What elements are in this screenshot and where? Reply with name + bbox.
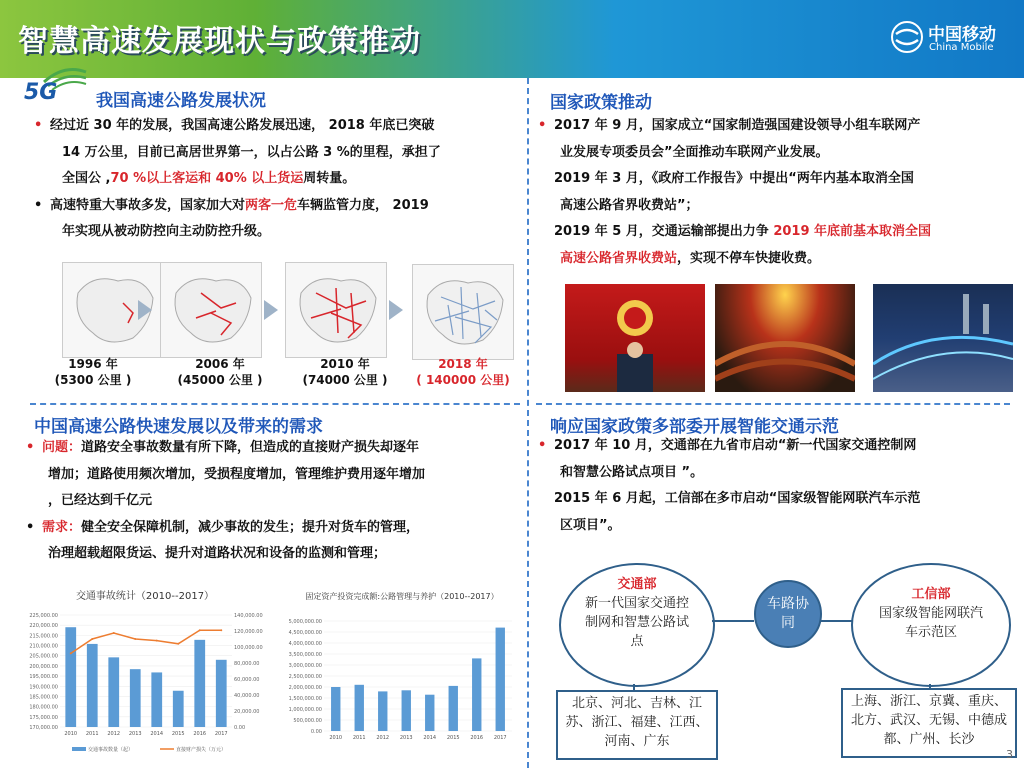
map-2018 [412,264,514,360]
y-tick-label: 190,000.00 [29,684,58,691]
property-loss-point [220,629,222,631]
property-loss-point [156,640,158,642]
section-title-demonstration: 响应国家政策多部委开展智能交通示范 [550,417,839,437]
y2-tick-label: 0.00 [234,725,246,731]
accident-statistics-chart [20,585,270,763]
bullet-text: 治理超载超限货运、提升对道路状况和设备的监测和管理； [48,546,387,561]
map-year: 1996 年 [68,357,118,371]
bullet-text: 和智慧公路试点项目 ”。 [560,464,704,480]
x-tick-label: 2013 [128,731,142,737]
x-tick-label: 2012 [107,731,121,737]
5g-logo-text: 5G [24,80,58,105]
y-tick-label: 3,500,000.00 [288,652,322,658]
bullet-text: 业发展专项委员会”全面推动车联网产业发展。 [560,144,829,160]
y-tick-label: 210,000.00 [29,643,58,650]
accident-count-bar [108,657,119,727]
bullet-text: ，实现不停车快捷收费。 [677,250,821,266]
highway-status-bullets [30,113,525,246]
bullet-continuation [22,462,527,489]
bullet-continuation [30,219,525,246]
y-tick-label: 5,000,000.00 [288,619,322,625]
map-year: 2006 年 [195,357,245,371]
x-tick-label: 2017 [214,731,228,737]
bullet-highway-growth [30,113,525,140]
y-tick-label: 2,500,000.00 [288,674,322,680]
x-tick-label: 2017 [493,735,507,741]
x-tick-label: 2014 [423,735,437,741]
section-title-policy: 国家政策推动 [550,93,652,113]
miit-ellipse [851,563,1011,687]
brand-name-en: China Mobile [929,42,994,53]
demonstration-bullets [534,433,1014,539]
bullet-continuation [534,513,1014,540]
x-tick-label: 2016 [470,735,484,741]
bullet-continuation [22,488,527,515]
bullet-text: 年实现从被动防控向主动防控升级。 [62,224,271,239]
page-number: 3 [1006,748,1013,761]
problem-label: 问题： [42,440,82,455]
bullet-policy-2019-03 [534,166,1014,193]
y2-tick-label: 60,000.00 [234,677,260,683]
miit-label: 工信部 [911,587,951,602]
photo-smart-highway [873,284,1013,392]
y-tick-label: 4,000,000.00 [288,641,322,647]
accident-count-bar [194,640,205,727]
property-loss-point [70,652,72,654]
bullet-text: 2015 年 6 月起，工信部在多市启动“国家级智能网联汽车示范 [554,491,921,506]
bullet-text: 2019 年 5 月，交通运输部提出力争 [554,224,774,239]
horizontal-divider-left [30,403,520,405]
bullet-problem [22,435,527,462]
bullet-text: 健全安全保障机制，减少事故的发生；提升对货车的管理， [81,519,420,535]
5g-logo [24,66,88,106]
map-2006 [160,262,262,358]
bullet-text: 区项目”。 [560,517,621,533]
accident-count-bar [65,627,76,727]
x-tick-label: 2011 [85,731,99,737]
legend-swatch-accident [72,747,86,751]
bullet-policy-2017 [534,113,1014,140]
y-tick-label: 180,000.00 [29,704,58,711]
investment-chart [282,585,522,763]
y2-tick-label: 80,000.00 [234,661,260,667]
transport-ministry-ellipse [559,563,715,687]
y2-tick-label: 140,000.00 [234,613,263,619]
need-label: 需求： [42,519,82,535]
connector-left [712,620,754,622]
miit-desc: 国家级智能网联汽车示范区 [879,606,984,640]
bullet-text: 2017 年 10 月，交通部在九省市启动“新一代国家交通控制网 [554,438,917,453]
property-loss-point [199,629,201,631]
x-tick-label: 2016 [193,731,207,737]
highlight-text: 70 %以上客运和 40% 以上货运 [110,171,304,186]
y-tick-label: 195,000.00 [29,674,58,681]
investment-bar [449,686,458,731]
investment-bar [472,658,481,731]
bullet-text: 车辆监管力度， 2019 [297,197,429,213]
x-tick-label: 2013 [399,735,413,741]
investment-bar [496,628,505,731]
bullet-continuation [534,460,1014,487]
property-loss-point [177,643,179,645]
investment-bar [425,695,434,731]
vehicle-road-cooperation-label: 车路协同 [767,596,809,631]
arrow-right-icon [264,300,278,320]
accident-count-bar [216,660,227,727]
map-length: ( 140000 公里) [416,373,510,387]
photo-great-hall [715,284,855,392]
map-year: 2018 年 [438,357,488,371]
y2-tick-label: 20,000.00 [234,709,260,715]
y-tick-label: 0.00 [310,729,322,735]
map-label-2018 [408,356,518,388]
accident-count-bar [151,672,162,727]
y-tick-label: 225,000.00 [29,613,58,619]
policy-bullets [534,113,1014,272]
y-tick-label: 170,000.00 [29,725,58,731]
bullet-need [22,515,527,542]
legend-label-loss: 直接财产损失（万元） [176,747,227,753]
accident-count-bar [130,669,141,727]
arrow-right-icon [389,300,403,320]
x-tick-label: 2012 [376,735,390,741]
map-label-2010 [290,356,400,388]
investment-bar [355,685,364,731]
y-tick-label: 200,000.00 [29,663,58,670]
y-tick-label: 1,000,000.00 [288,707,322,713]
y-tick-label: 500,000.00 [293,718,322,724]
investment-bar [402,690,411,731]
map-length: (5300 公里 ) [54,373,132,387]
map-label-2006 [165,356,275,388]
y2-tick-label: 120,000.00 [234,629,263,635]
accident-count-bar [173,691,184,727]
bullet-text: 2019 年 3 月，《政府工作报告》中提出“两年内基本取消全国 [554,171,914,186]
y-tick-label: 2,000,000.00 [288,685,322,691]
bullet-continuation [534,193,1014,220]
section-title-demand: 中国高速公路快速发展以及带来的需求 [34,417,323,437]
bullet-continuation [22,541,527,568]
bullet-text: ，已经达到千亿元 [48,493,153,508]
y-tick-label: 1,500,000.00 [288,696,322,702]
bullet-text: 14 万公里，目前已高居世界第一，以占公路 3 %的里程，承担了 [62,144,441,160]
transport-ministry-desc: 新一代国家交通控制网和智慧公路试点 [585,596,690,649]
y-tick-label: 205,000.00 [29,653,58,660]
legend-label-accident: 交通事故数量（起） [88,747,134,753]
brand-name-cn: 中国移动 [928,25,996,45]
x-tick-label: 2015 [171,731,185,737]
connector-right [820,620,852,622]
bullet-continuation [30,140,525,167]
bullet-accident-supervision [30,193,525,220]
chart-title: 交通事故统计（2010--2017） [75,591,215,602]
bullet-text: 高速特重大事故多发，国家加大对 [50,197,246,213]
y-tick-label: 4,500,000.00 [288,630,322,636]
bullet-text: 高速公路省界收费站”； [560,197,699,213]
bullet-text: 经过近 30 年的发展，我国高速公路发展迅速， 2018 年底已突破 [50,118,435,133]
x-tick-label: 2014 [150,731,164,737]
highlight-text: 2019 年底前基本取消全国 [773,224,932,239]
bullet-continuation [30,166,525,193]
accident-chart-svg [20,585,270,763]
section-title-highway-status: 我国高速公路发展状况 [96,91,266,111]
miit-pilot-cities-box [841,688,1017,758]
y-tick-label: 220,000.00 [29,623,58,630]
arrow-right-icon [138,300,152,320]
property-loss-point [134,638,136,640]
bullet-policy-2019-05 [534,219,1014,246]
transport-pilot-cities: 北京、河北、吉林、江苏、浙江、福建、江西、河南、广东 [565,696,709,749]
property-loss-point [91,638,93,640]
bullet-continuation [534,140,1014,167]
china-mobile-logo-icon [890,20,924,54]
map-length: (45000 公里 ) [177,373,263,387]
x-tick-label: 2011 [352,735,366,741]
bullet-transport-ministry [534,433,1014,460]
investment-bar [331,687,340,731]
slide-title: 智慧高速发展现状与政策推动 [18,24,421,59]
y-tick-label: 185,000.00 [29,694,58,701]
y-tick-label: 215,000.00 [29,633,58,640]
bullet-text: 周转量。 [303,171,356,186]
map-2010 [285,262,387,358]
y2-tick-label: 40,000.00 [234,693,260,699]
accident-count-bar [87,644,98,727]
highlight-text: 两客一危 [245,197,298,213]
map-year: 2010 年 [320,357,370,371]
y-tick-label: 175,000.00 [29,714,58,721]
x-tick-label: 2015 [446,735,460,741]
bullet-text: 全国公 , [62,171,111,186]
miit-pilot-cities: 上海、浙江、京冀、重庆、北方、武汉、无锡、中德成都、广州、长沙 [850,694,1007,747]
highlight-text: 高速公路省界收费站 [560,250,678,266]
bullet-continuation [534,246,1014,273]
x-tick-label: 2010 [329,735,343,741]
bullet-text: 增加；道路使用频次增加，受损程度增加，管理维护费用逐年增加 [48,466,426,482]
map-label-1996 [38,356,148,388]
vertical-divider [527,78,529,768]
vehicle-road-cooperation-circle [754,580,822,648]
demand-bullets [22,435,527,568]
photo-national-congress [565,284,705,392]
y-tick-label: 3,000,000.00 [288,663,322,669]
x-tick-label: 2010 [64,731,78,737]
map-length: (74000 公里 ) [302,373,388,387]
property-loss-point [113,632,115,634]
bullet-miit [534,486,1014,513]
transport-pilot-cities-box [556,690,718,760]
transport-ministry-label: 交通部 [617,577,657,592]
investment-bar [378,691,387,731]
chart-title: 固定资产投资完成额:公路管理与养护（2010--2017） [305,592,499,601]
bullet-text: 2017 年 9 月，国家成立“国家制造强国建设领导小组车联网产 [554,118,921,133]
bullet-text: 道路安全事故数量有所下降，但造成的直接财产损失却逐年 [81,440,420,455]
investment-chart-svg [282,585,522,763]
y2-tick-label: 100,000.00 [234,645,263,651]
horizontal-divider-right [536,403,1010,405]
